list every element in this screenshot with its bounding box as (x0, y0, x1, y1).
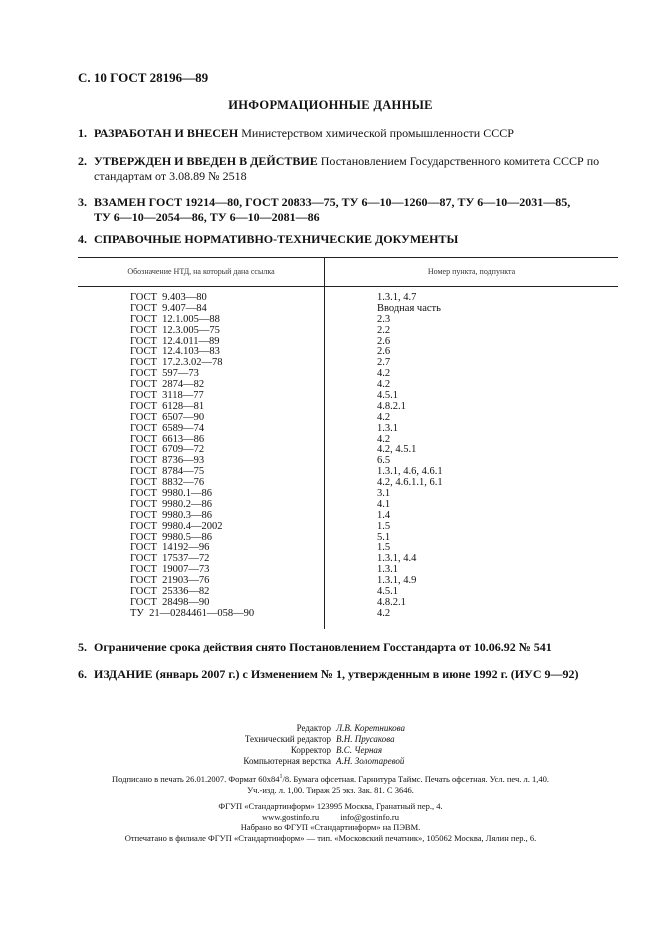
table-cell-document: ГОСТ 597—73 (130, 368, 199, 380)
item-heading: ВЗАМЕН (94, 195, 146, 209)
print-line-2: Уч.-изд. л. 1,00. Тираж 25 экз. Зак. 81. С 3646. (247, 784, 414, 795)
publisher-address: ФГУП «Стандартинформ» 123995 Москва, Гранатный пер., 4. (218, 801, 443, 811)
table-cell-clause: 6.5 (377, 455, 391, 467)
item-number: 5. (78, 640, 87, 654)
item-number: 2. (78, 154, 87, 168)
credit-technical-editor (0, 734, 661, 745)
item-number: 1. (78, 126, 87, 140)
info-item-6 (78, 667, 618, 682)
table-cell-document: ГОСТ 17.2.3.02—78 (130, 357, 223, 369)
table-cell-document: ГОСТ 9.403—80 (130, 292, 207, 303)
table-cell-clause: 4.2 (377, 411, 391, 423)
table-cell-clause: 4.2 (377, 607, 391, 619)
table-cell-document: ГОСТ 19007—73 (130, 564, 210, 576)
table-cell-clause: Вводная часть (377, 302, 441, 314)
credit-label: Корректор (290, 745, 331, 755)
table-cell-clause: 2.3 (377, 313, 391, 325)
section-title: ИНФОРМАЦИОННЫЕ ДАННЫЕ (228, 98, 433, 112)
table-cell-clause: 4.1 (377, 498, 391, 510)
table-cell-document: ГОСТ 14192—96 (130, 542, 210, 554)
print-details (0, 772, 661, 796)
table-cell-clause: 4.2 (377, 368, 391, 380)
info-item-1 (78, 126, 618, 141)
column-header-clause: Номер пункта, подпункта (427, 267, 516, 276)
table-cell-document: ГОСТ 12.3.005—75 (130, 324, 220, 336)
table-cell-document: ГОСТ 6709—72 (130, 444, 205, 456)
table-cell-document: ГОСТ 28498—90 (130, 596, 210, 608)
column-header-document: Обозначение НТД, на который дана ссылка (127, 267, 275, 276)
table-cell-clause: 2.7 (377, 357, 391, 369)
table-cell-document: ГОСТ 2874—82 (130, 379, 205, 391)
print-line-1: Подписано в печать 26.01.2007. Формат $60х84^1/8$. Бумага офсетная. Гарнитура Таймс. Печать офсетная. Усл. печ. л. 1,40. (111, 773, 549, 784)
table-cell-clause: 1.4 (377, 509, 391, 521)
credit-proofreader (0, 745, 661, 756)
item-number: 6. (78, 667, 87, 681)
item-heading: СПРАВОЧНЫЕ НОРМАТИВНО-ТЕХНИЧЕСКИЕ ДОКУМЕНТЫ (94, 232, 459, 246)
credit-label: Редактор (296, 723, 331, 733)
table-cell-document: ГОСТ 25336—82 (130, 586, 210, 598)
item-text-continued: стандартам от 3.08.89 № 2518 (94, 169, 247, 183)
table-cell-clause: 1.3.1, 4.9 (377, 575, 417, 587)
printing-house: Отпечатано в филиале ФГУП «Стандартинформ» — тип. «Московский печатник», 105062 Москва, Лялин пер., 6. (124, 832, 537, 843)
publisher-web: www.gostinfo.ru info@gostinfo.ru (262, 811, 399, 822)
table-cell-document: ГОСТ 9980.3—86 (130, 509, 213, 521)
credit-name: В.С. Черная (336, 745, 383, 755)
page-header: С. 10 ГОСТ 28196—89 (78, 70, 209, 85)
table-cell-clause: 3.1 (377, 488, 391, 500)
table-cell-document: ГОСТ 21903—76 (130, 575, 210, 587)
table-cell-clause: 1.5 (377, 542, 391, 554)
credit-layout (0, 756, 661, 767)
table-cell-document: ГОСТ 6507—90 (130, 411, 205, 423)
info-item-4 (78, 232, 618, 247)
item-number: 4. (78, 232, 87, 246)
clause-column (377, 293, 443, 620)
credit-name: Л.В. Коретникова (336, 723, 406, 733)
info-item-5 (78, 640, 618, 655)
table-cell-document: ГОСТ 6128—81 (130, 400, 205, 412)
table-cell-document: ГОСТ 6589—74 (130, 422, 205, 434)
editorial-credits (0, 723, 661, 767)
table-cell-clause: 4.8.2.1 (377, 400, 406, 412)
info-item-3 (78, 195, 618, 225)
table-cell-document: ГОСТ 17537—72 (130, 553, 210, 565)
info-item-2 (78, 154, 618, 184)
table-cell-document: ГОСТ 9980.2—86 (130, 498, 213, 510)
table-header (78, 258, 618, 287)
table-cell-clause: 4.2, 4.6.1.1, 6.1 (377, 477, 443, 489)
item-heading: ИЗДАНИЕ (94, 667, 153, 681)
table-cell-document: ГОСТ 6613—86 (130, 433, 205, 445)
publisher-details (0, 801, 661, 843)
credit-label: Компьютерная верстка (243, 756, 331, 766)
table-cell-document: ГОСТ 12.1.005—88 (130, 313, 220, 325)
reference-documents-table (78, 257, 618, 629)
table-cell-document: ГОСТ 8832—76 (130, 477, 205, 489)
credit-label: Технический редактор (244, 734, 331, 744)
table-cell-document: ГОСТ 12.4.011—89 (130, 335, 220, 347)
table-cell-document: ГОСТ 9980.1—86 (130, 488, 213, 500)
table-cell-clause: 1.3.1 (377, 564, 398, 576)
table-cell-document: ГОСТ 8784—75 (130, 466, 205, 478)
table-cell-clause: 1.3.1, 4.6, 4.6.1 (377, 466, 443, 478)
item-text: (январь 2007 г.) с Изменением № 1, утвержденным в июне 1992 г. (ИУС 9—92) (152, 667, 579, 681)
item-text-continued: ТУ 6—10—2054—86, ТУ 6—10—2081—86 (94, 210, 320, 224)
table-cell-clause: 1.3.1 (377, 422, 398, 434)
table-cell-clause: 4.2, 4.5.1 (377, 444, 417, 456)
typeset-note: Набрано во ФГУП «Стандартинформ» на ПЭВМ. (240, 822, 421, 832)
table-cell-document: ГОСТ 9980.4—2002 (130, 520, 223, 532)
table-cell-clause: 4.5.1 (377, 586, 398, 598)
table-cell-clause: 2.6 (377, 335, 391, 347)
column-divider (324, 258, 325, 629)
item-heading: УТВЕРЖДЕН И ВВЕДЕН В ДЕЙСТВИЕ (94, 154, 318, 168)
table-cell-clause: 4.2 (377, 379, 391, 391)
table-cell-document: ГОСТ 9.407—84 (130, 302, 207, 314)
table-cell-clause: 1.3.1, 4.4 (377, 553, 417, 565)
document-column (130, 293, 254, 620)
table-cell-document: ГОСТ 9980.5—86 (130, 531, 213, 543)
item-text: Постановлением Государственного комитета СССР по (317, 154, 600, 168)
item-heading: РАЗРАБОТАН И ВНЕСЕН (94, 126, 239, 140)
item-text: Ограничение срока действия снято Постановлением Госстандарта от 10.06.92 № 541 (94, 640, 552, 654)
item-number: 3. (78, 195, 87, 209)
table-cell-clause: 4.5.1 (377, 390, 398, 402)
table-cell-clause: 5.1 (377, 531, 391, 543)
credit-name: В.Н. Прусакова (336, 734, 395, 744)
table-cell-document: ГОСТ 3118—77 (130, 390, 204, 402)
table-cell-clause: 2.2 (377, 324, 391, 336)
table-cell-document: ГОСТ 8736—93 (130, 455, 205, 467)
credit-name: А.Н. Золотаревой (336, 756, 405, 766)
table-cell-clause: 1.5 (377, 520, 391, 532)
item-text: Министерством химической промышленности СССР (238, 126, 514, 140)
table-cell-document: ТУ 21—0284461—058—90 (130, 607, 255, 619)
table-cell-clause: 2.6 (377, 346, 391, 358)
table-cell-clause: 4.2 (377, 433, 391, 445)
table-cell-document: ГОСТ 12.4.103—83 (130, 346, 220, 358)
table-cell-clause: 1.3.1, 4.7 (377, 292, 417, 303)
credit-editor (0, 723, 661, 734)
table-cell-clause: 4.8.2.1 (377, 596, 406, 608)
item-text: ГОСТ 19214—80, ГОСТ 20833—75, ТУ 6—10—1260—87, ТУ 6—10—2031—85, (145, 195, 571, 209)
